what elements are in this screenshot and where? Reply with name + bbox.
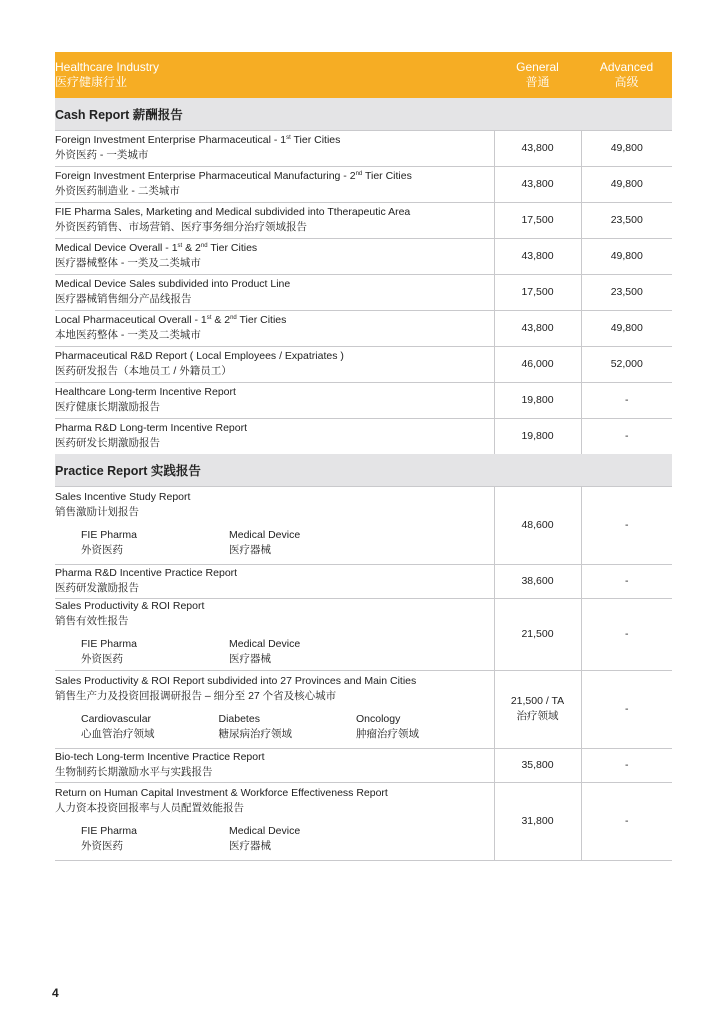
advanced-price: 23,500	[581, 202, 672, 238]
report-name-cell	[55, 418, 494, 454]
report-name-cell	[55, 670, 494, 748]
sub-category-list	[55, 824, 494, 856]
section-header	[55, 98, 672, 130]
report-name-en	[55, 566, 494, 581]
general-price	[494, 346, 581, 382]
report-name-en-text: Return on Human Capital Investment & Workforce Effectiveness Report	[55, 787, 388, 799]
report-name-en	[55, 674, 494, 689]
advanced-price: -	[581, 382, 672, 418]
table-row	[55, 202, 672, 238]
report-name-zh: 医药研发报告（本地员工 / 外籍员工）	[55, 365, 232, 377]
general-price	[494, 166, 581, 202]
general-price-value: 43,800	[521, 249, 554, 262]
report-name-en-mid: & 2	[182, 242, 201, 254]
general-price	[494, 670, 581, 748]
report-name-zh: 医疗器械整体 - 一类及二类城市	[55, 257, 201, 269]
sub-category-zh: 心血管治疗领域	[81, 728, 155, 740]
sub-category-en: Medical Device	[229, 638, 301, 650]
ordinal-suffix: st	[177, 243, 183, 249]
general-price-value: 19,800	[521, 429, 554, 442]
report-name-cell	[55, 130, 494, 166]
table-row	[55, 564, 672, 598]
general-price	[494, 310, 581, 346]
report-name-cell	[55, 310, 494, 346]
report-name-en-text: Pharma R&D Incentive Practice Report	[55, 567, 238, 579]
report-name-en-text: Local Pharmaceutical Overall - 1	[55, 314, 207, 326]
table-row	[55, 748, 672, 782]
report-name-en-text: Foreign Investment Enterprise Pharmaceutical Manufacturing - 2	[55, 170, 356, 182]
general-price-value: 19,800	[521, 393, 554, 406]
general-price-value: 38,600	[521, 574, 554, 587]
table-row	[55, 238, 672, 274]
table-row	[55, 598, 672, 670]
sub-category	[229, 528, 377, 558]
table-row	[55, 310, 672, 346]
general-price-value: 31,800	[521, 814, 554, 827]
report-name-en	[55, 421, 494, 436]
report-name-cell	[55, 202, 494, 238]
general-price-unit: 治疗领域	[516, 710, 559, 722]
sub-category-en: FIE Pharma	[81, 638, 138, 650]
report-name-zh: 医药研发长期激励报告	[55, 437, 160, 450]
advanced-price: -	[581, 748, 672, 782]
section-title: Practice Report 实践报告	[55, 454, 672, 486]
advanced-header: Advanced 高级	[581, 52, 672, 98]
advanced-price: -	[581, 564, 672, 598]
general-price	[494, 748, 581, 782]
ordinal-suffix: nd	[355, 171, 363, 177]
report-name-en	[55, 349, 494, 364]
general-price	[494, 274, 581, 310]
advanced-price: -	[581, 418, 672, 454]
general-price-value: 17,500	[521, 213, 554, 226]
general-price	[494, 564, 581, 598]
report-name-en-tail: Tier Cities	[207, 242, 258, 254]
report-name-zh: 外资医药销售、市场营销、医疗事务细分治疗领域报告	[55, 221, 307, 233]
table-row	[55, 382, 672, 418]
sub-category	[229, 824, 377, 854]
general-price	[494, 418, 581, 454]
report-name-cell	[55, 564, 494, 598]
general-price	[494, 782, 581, 860]
sub-category-en: FIE Pharma	[81, 825, 138, 837]
ordinal-suffix: nd	[200, 243, 208, 249]
advanced-price: 49,800	[581, 130, 672, 166]
report-name-cell	[55, 598, 494, 670]
section-title: Cash Report 薪酬报告	[55, 98, 672, 130]
report-name-en	[55, 205, 494, 220]
page-number: 4	[52, 986, 59, 1000]
sub-category-list	[55, 637, 494, 669]
report-name-en-mid: & 2	[211, 314, 231, 326]
sub-category-zh: 外资医药	[81, 544, 123, 556]
report-name-en-tail: Tier Cities	[362, 170, 412, 182]
report-name-en-text: Bio-tech Long-term Incentive Practice Report	[55, 751, 265, 763]
report-name-zh: 医疗健康长期激励报告	[55, 401, 160, 413]
general-price-value: 43,800	[521, 141, 554, 154]
advanced-price: -	[581, 486, 672, 564]
ordinal-suffix: st	[206, 315, 212, 321]
report-name-en	[55, 313, 494, 328]
sub-category	[81, 712, 219, 742]
report-name-en	[55, 277, 494, 292]
table-header	[55, 52, 672, 98]
report-name-cell	[55, 382, 494, 418]
report-name-cell	[55, 346, 494, 382]
sub-category-list	[55, 528, 494, 560]
price-table	[55, 52, 672, 861]
sub-category	[81, 637, 229, 667]
sub-category-zh: 外资医药	[81, 840, 123, 852]
ordinal-suffix: st	[286, 135, 291, 141]
section-header	[55, 454, 672, 486]
report-name-en	[55, 241, 494, 256]
general-price	[494, 382, 581, 418]
table-row	[55, 486, 672, 564]
advanced-price: 23,500	[581, 274, 672, 310]
report-name-zh: 生物制药长期激励水平与实践报告	[55, 766, 213, 778]
report-name-zh: 销售生产力及投资回报调研报告 – 细分至 27 个省及核心城市	[55, 690, 337, 702]
table-row	[55, 346, 672, 382]
report-name-en-text: Sales Productivity & ROI Report	[55, 600, 205, 612]
report-name-en-text: Foreign Investment Enterprise Pharmaceutical - 1	[55, 134, 287, 146]
sub-category-zh: 糖尿病治疗领域	[218, 728, 292, 740]
report-name-cell	[55, 782, 494, 860]
report-name-en	[55, 750, 494, 765]
industry-header: Healthcare Industry 医疗健康行业	[55, 52, 494, 98]
advanced-price: 49,800	[581, 310, 672, 346]
general-price-value: 21,500 / TA	[510, 695, 565, 707]
sub-category-en: Oncology	[356, 713, 401, 725]
sub-category	[81, 824, 229, 854]
general-price-value: 43,800	[521, 321, 554, 334]
report-name-zh: 外资医药 - 一类城市	[55, 149, 149, 161]
general-price-value: 48,600	[521, 518, 554, 531]
report-name-zh: 销售激励计划报告	[55, 506, 139, 518]
report-name-en-text: Healthcare Long-term Incentive Report	[55, 386, 236, 398]
advanced-price: -	[581, 670, 672, 748]
sub-category	[219, 712, 357, 742]
report-name-zh: 医疗器械销售细分产品线报告	[55, 293, 192, 305]
advanced-price: 49,800	[581, 166, 672, 202]
report-name-cell	[55, 486, 494, 564]
report-name-en-text: Sales Incentive Study Report	[55, 491, 191, 503]
report-name-en-text: Pharmaceutical R&D Report ( Local Employees / Expatriates )	[55, 350, 344, 362]
general-price-value: 21,500	[521, 627, 554, 640]
report-name-en	[55, 169, 494, 184]
general-price	[494, 598, 581, 670]
general-price-value: 17,500	[521, 285, 554, 298]
report-name-en	[55, 599, 494, 614]
table-row	[55, 418, 672, 454]
report-name-en	[55, 385, 494, 400]
sub-category-en: Diabetes	[218, 713, 260, 725]
advanced-price: -	[581, 598, 672, 670]
general-price-value: 43,800	[521, 177, 554, 190]
table-row	[55, 670, 672, 748]
report-name-en-text: Pharma R&D Long-term Incentive Report	[55, 422, 247, 435]
general-price	[494, 202, 581, 238]
report-name-zh: 本地医药整体 - 一类及二类城市	[55, 329, 201, 341]
sub-category-zh: 肿瘤治疗领域	[356, 728, 419, 740]
sub-category-list	[55, 712, 494, 744]
sub-category-zh: 医疗器械	[229, 840, 271, 852]
sub-category-en: Medical Device	[229, 529, 301, 541]
sub-category	[356, 712, 494, 742]
general-price-value: 35,800	[521, 758, 554, 771]
report-name-en-tail: Tier Cities	[236, 314, 287, 326]
table-row	[55, 130, 672, 166]
general-header: General 普通	[494, 52, 581, 98]
report-name-cell	[55, 238, 494, 274]
sub-category-en: Cardiovascular	[81, 713, 152, 725]
report-name-cell	[55, 274, 494, 310]
advanced-price: 52,000	[581, 346, 672, 382]
sub-category-zh: 医疗器械	[229, 544, 271, 556]
general-price	[494, 130, 581, 166]
report-name-zh: 人力资本投资回报率与人员配置效能报告	[55, 802, 244, 814]
general-price-value: 46,000	[521, 357, 554, 370]
sub-category-en: Medical Device	[229, 825, 301, 837]
report-name-en	[55, 786, 494, 801]
report-name-cell	[55, 166, 494, 202]
sub-category-zh: 外资医药	[81, 653, 123, 665]
report-name-en-text: Sales Productivity & ROI Report subdivided into 27 Provinces and Main Cities	[55, 675, 417, 687]
sub-category-zh: 医疗器械	[229, 653, 271, 665]
table-row	[55, 782, 672, 860]
report-name-zh: 医药研发激励报告	[55, 582, 139, 594]
table-row	[55, 274, 672, 310]
report-name-zh: 外资医药制造业 - 二类城市	[55, 185, 180, 197]
report-name-en	[55, 490, 494, 505]
report-name-zh: 销售有效性报告	[55, 615, 129, 627]
advanced-price: -	[581, 782, 672, 860]
report-name-en	[55, 133, 494, 148]
general-price	[494, 486, 581, 564]
advanced-price: 49,800	[581, 238, 672, 274]
ordinal-suffix: nd	[230, 315, 237, 321]
sub-category	[81, 528, 229, 558]
report-name-en-text: FIE Pharma Sales, Marketing and Medical subdivided into Ttherapeutic Area	[55, 206, 411, 218]
table-row	[55, 166, 672, 202]
report-name-en-text: Medical Device Sales subdivided into Product Line	[55, 278, 291, 290]
sub-category-en: FIE Pharma	[81, 529, 138, 541]
report-name-en-tail: Tier Cities	[290, 134, 341, 146]
report-name-en-text: Medical Device Overall - 1	[55, 242, 178, 254]
sub-category	[229, 637, 377, 667]
general-price	[494, 238, 581, 274]
report-name-cell	[55, 748, 494, 782]
